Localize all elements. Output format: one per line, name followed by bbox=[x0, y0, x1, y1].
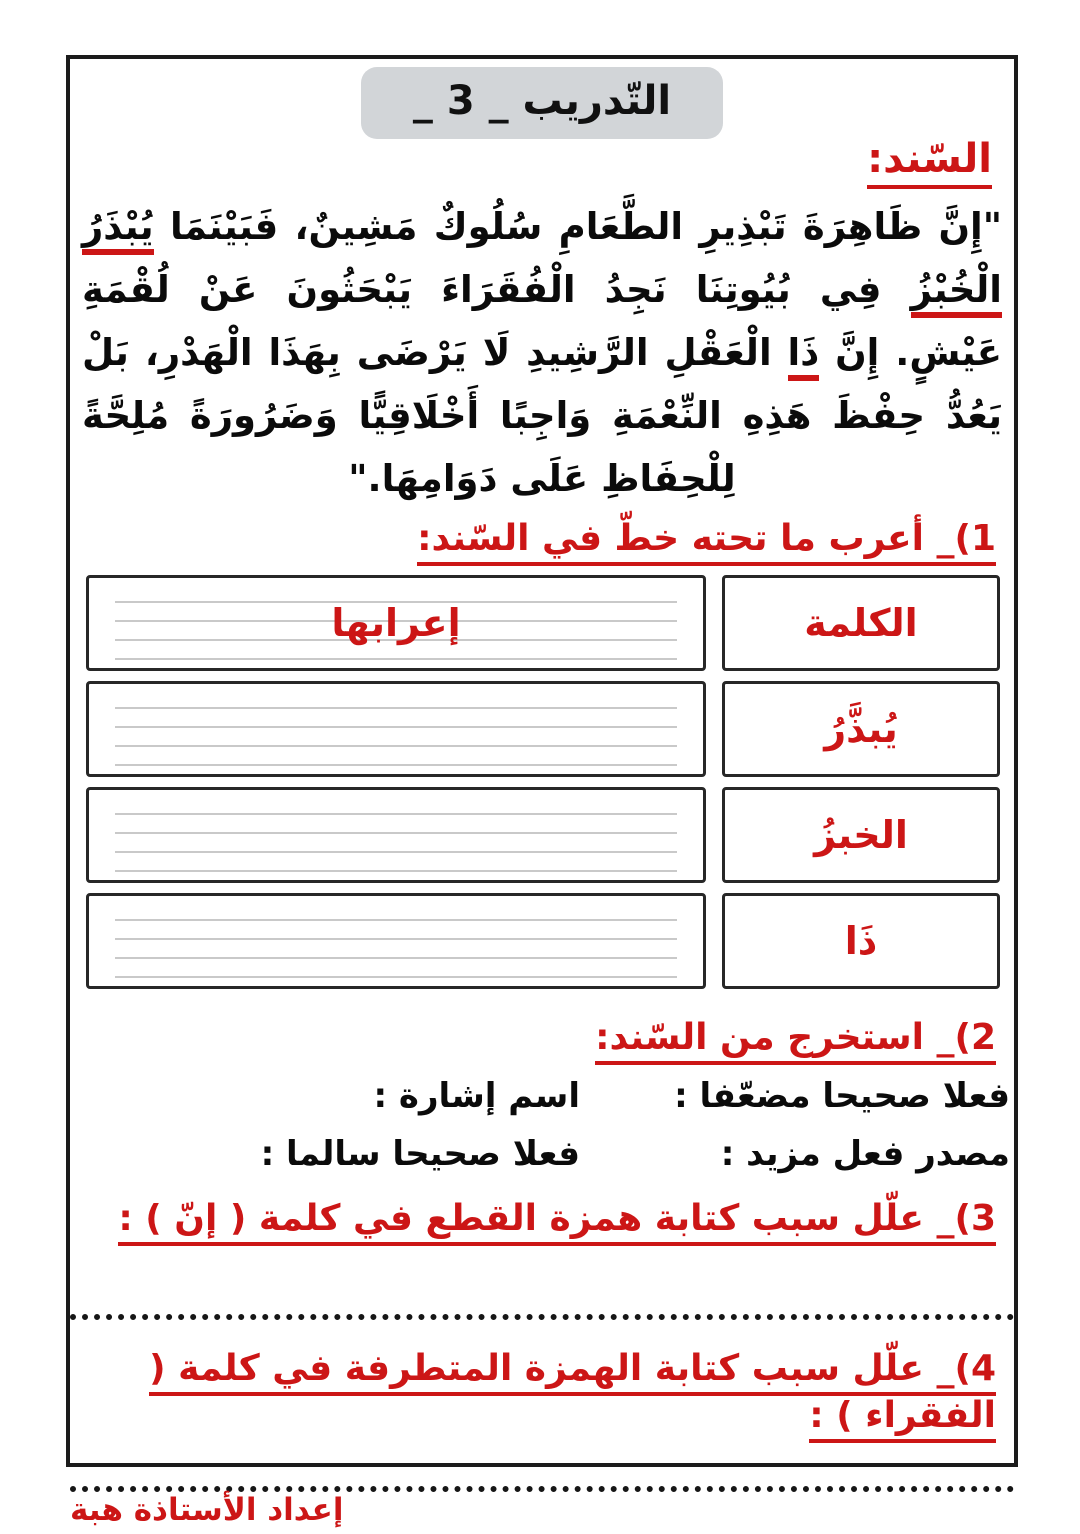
sanad-heading-label: السّند: bbox=[867, 136, 992, 189]
answer-dotted-line-q3 bbox=[70, 1314, 1014, 1320]
extract-item-masdar: مصدر فعل مزيد : bbox=[720, 1133, 1010, 1174]
table-row bbox=[86, 787, 1000, 883]
q3-heading bbox=[70, 1196, 996, 1243]
exercise-title-box bbox=[361, 67, 723, 139]
extract-item-sound-verb: فعلا صحيحا سالما : bbox=[260, 1133, 580, 1174]
table-header-row bbox=[86, 575, 1000, 671]
word-header-cell bbox=[722, 575, 1000, 671]
q4-heading bbox=[70, 1346, 996, 1440]
worksheet-page bbox=[66, 55, 1018, 1528]
answer-lines bbox=[115, 690, 677, 768]
table-row bbox=[86, 893, 1000, 989]
parse-answer-cell bbox=[86, 681, 706, 777]
word-cell bbox=[722, 787, 1000, 883]
word-cell bbox=[722, 893, 1000, 989]
word-label: يُبذَّرُ bbox=[824, 706, 898, 751]
q1-heading-label: 1)_ أعرب ما تحته خطّ في السّند: bbox=[417, 518, 996, 566]
word-cell bbox=[722, 681, 1000, 777]
passage-text-1: "إِنَّ ظَاهِرَةَ تَبْذِيرِ الطَّعَامِ سُلُوكٌ مَشِينٌ، فَبَيْنَمَا bbox=[153, 205, 1002, 248]
footer-credit: إعداد الأستاذة هبة bbox=[70, 1491, 344, 1528]
extract-item-demonstrative: اسم إشارة : bbox=[373, 1075, 580, 1116]
extract-items bbox=[70, 1076, 1010, 1174]
word-label: الخبزُ bbox=[814, 812, 908, 857]
extract-item-doubled-verb: فعلا صحيحا مضعّفا : bbox=[674, 1075, 1010, 1116]
answer-lines bbox=[115, 902, 677, 980]
word-header-label: الكلمة bbox=[804, 600, 918, 645]
parse-answer-cell bbox=[86, 787, 706, 883]
parse-header-label: إعرابها bbox=[331, 600, 461, 645]
word-label: ذَا bbox=[844, 918, 878, 963]
parse-answer-cell bbox=[86, 893, 706, 989]
parse-header-ruled-lines bbox=[115, 584, 677, 662]
q4-heading-label: 4)_ علّل سبب كتابة الهمزة المتطرفة في كلمة ( الفقراء ) : bbox=[149, 1348, 996, 1443]
q3-heading-label: 3)_ علّل سبب كتابة همزة القطع في كلمة ( إنّ ) : bbox=[118, 1198, 996, 1246]
underlined-word-yubthar: يُبْذَرُ الْخُبْزُ bbox=[82, 205, 1002, 318]
passage-text-2: فِي بُيُوتِنَا نَجِدُ الْفُقَرَاءَ يَبْحَثُونَ عَنْ لُقْمَةِ عَيْشٍ. إِنَّ bbox=[82, 268, 1002, 374]
parse-header-cell bbox=[86, 575, 706, 671]
q2-heading-label: 2)_ استخرج من السّند: bbox=[595, 1017, 996, 1065]
title-row bbox=[70, 67, 1014, 139]
underlined-word-tha: ذَا bbox=[788, 331, 820, 381]
sanad-passage bbox=[82, 195, 1002, 510]
parse-table bbox=[86, 575, 1000, 989]
exercise-title: التّدريب _ 3 _ bbox=[412, 78, 672, 124]
passage-text-3: الْعَقْلِ الرَّشِيدِ لَا يَرْضَى بِهَذَا الْهَدْرِ، بَلْ يَعُدُّ حِفْظَ هَذِهِ النِّعْمَةِ وَاجِبًا أَخْلَاقِيًّا وَضَرُورَةً مُلِحَّةً لِلْحِفَاظِ عَلَى دَوَامِهَا." bbox=[82, 331, 1002, 500]
q1-heading bbox=[70, 516, 996, 563]
answer-lines bbox=[115, 796, 677, 874]
table-row bbox=[86, 681, 1000, 777]
sanad-heading bbox=[70, 133, 992, 185]
q2-heading bbox=[70, 1015, 996, 1062]
